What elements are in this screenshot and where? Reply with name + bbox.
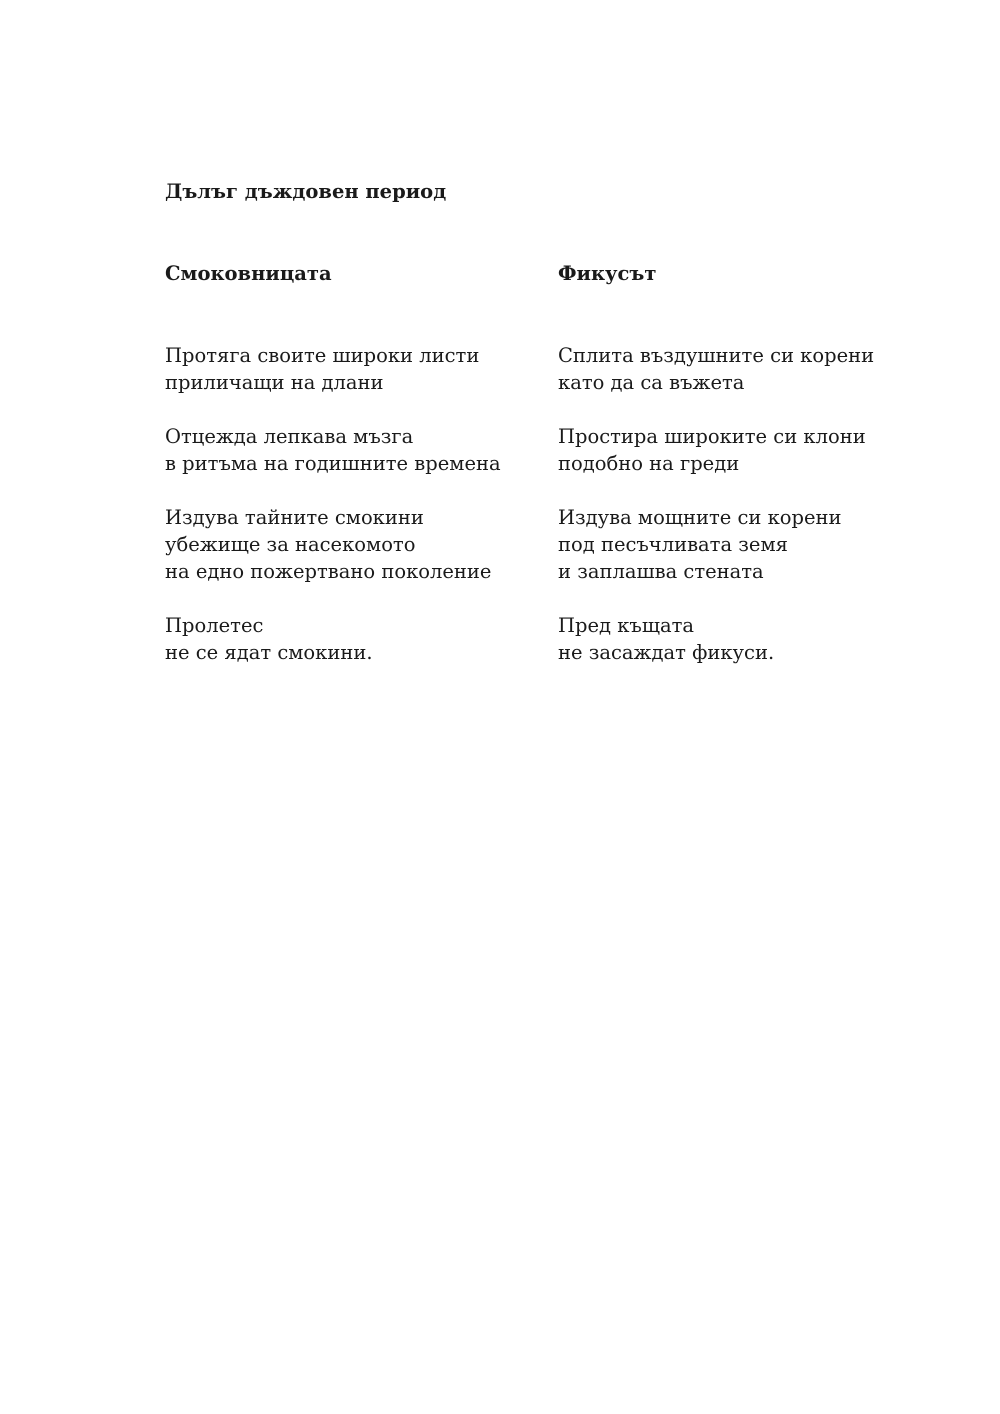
verse-line: не засаждат фикуси.: [558, 641, 775, 664]
poem-stanzas: [165, 342, 545, 666]
verse-line: Пред къщата: [558, 614, 694, 637]
stanza: [165, 423, 545, 477]
poem-stanzas: [558, 342, 938, 666]
poem-fikusat: [558, 260, 938, 693]
verse-line: Сплита въздушните си корени: [558, 344, 875, 367]
verse-line: Простира широките си клони: [558, 425, 866, 448]
verse-line: като да са въжета: [558, 371, 745, 394]
verse-line: Издува тайните смокини: [165, 506, 424, 529]
verse-line: подобно на греди: [558, 452, 740, 475]
verse-line: убежище за насекомото: [165, 533, 416, 556]
verse-line: не се ядат смокини.: [165, 641, 373, 664]
verse-line: под песъчливата земя: [558, 533, 788, 556]
verse-line: и заплашва стената: [558, 560, 764, 583]
verse-line: в ритъма на годишните времена: [165, 452, 501, 475]
verse-line: Отцежда лепкава мъзга: [165, 425, 414, 448]
stanza: [165, 504, 545, 585]
page-title: Дълъг дъждовен период: [165, 180, 447, 203]
stanza: [165, 342, 545, 396]
poem-smokovnitsata: [165, 260, 545, 693]
verse-line: Протяга своите широки листи: [165, 344, 480, 367]
stanza: [165, 612, 545, 666]
stanza: [558, 612, 938, 666]
verse-line: приличащи на длани: [165, 371, 384, 394]
stanza: [558, 504, 938, 585]
verse-line: Издува мощните си корени: [558, 506, 842, 529]
verse-line: на едно пожертвано поколение: [165, 560, 492, 583]
stanza: [558, 423, 938, 477]
stanza: [558, 342, 938, 396]
poem-title: Смоковницата: [165, 262, 332, 285]
poem-title: Фикусът: [558, 262, 657, 285]
verse-line: Пролетес: [165, 614, 264, 637]
